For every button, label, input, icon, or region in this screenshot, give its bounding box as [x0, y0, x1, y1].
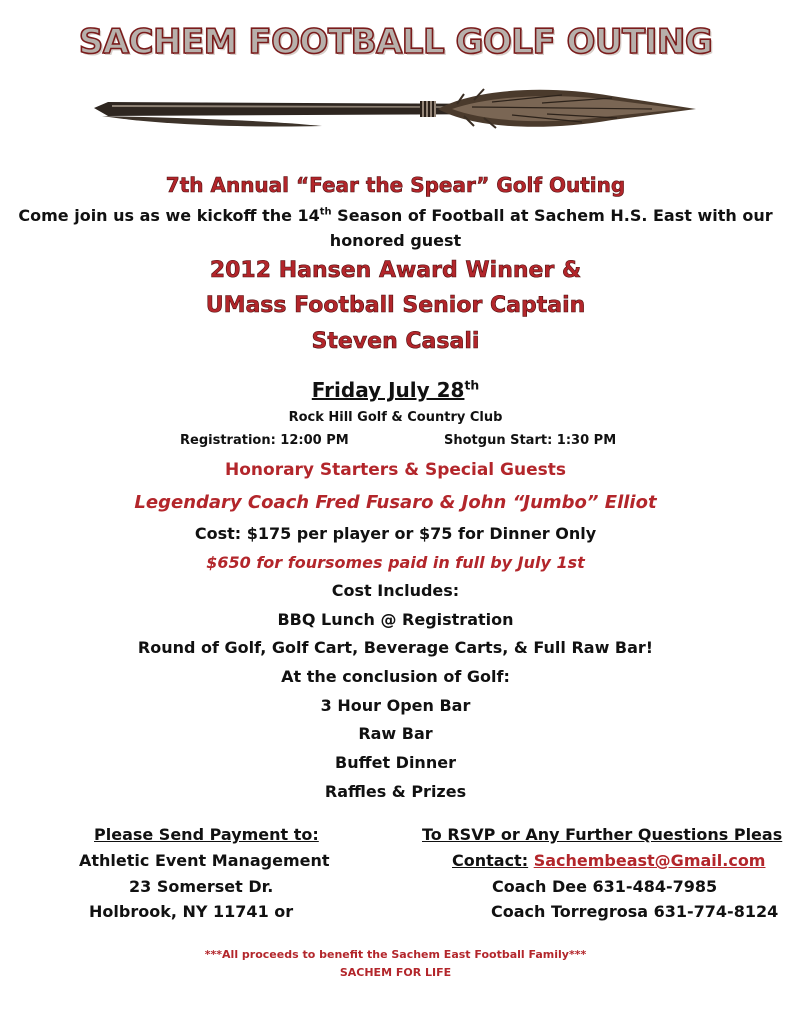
- include-item: Raffles & Prizes: [324, 782, 467, 801]
- intro-suffix: Season of Football at Sachem H.S. East with our: [331, 206, 773, 225]
- include-item: Raw Bar: [358, 724, 433, 743]
- guest-name: Steven Casali: [311, 329, 480, 354]
- email-link[interactable]: Sachembeast@Gmail.com: [533, 851, 766, 870]
- foursome-price: $650 for foursomes paid in full by July 1st: [206, 553, 585, 572]
- guest-line-2: UMass Football Senior Captain: [205, 293, 586, 318]
- contact-label: Contact:: [452, 851, 529, 870]
- include-item: Buffet Dinner: [335, 753, 456, 772]
- payment-name: Athletic Event Management: [79, 851, 330, 870]
- include-item: Round of Golf, Golf Cart, Beverage Carts, & Full Raw Bar!: [137, 638, 654, 657]
- rsvp-contact: [452, 851, 765, 870]
- venue: Rock Hill Golf & Country Club: [288, 410, 503, 425]
- cost: Cost: $175 per player or $75 for Dinner Only: [194, 524, 597, 543]
- motto: SACHEM FOR LIFE: [339, 966, 452, 979]
- date-main: Friday July 28: [311, 378, 465, 402]
- shotgun-start: Shotgun Start: 1:30 PM: [444, 433, 617, 448]
- intro-line-2: honored guest: [329, 231, 462, 250]
- intro-prefix: Come join us as we kickoff the 14: [18, 206, 320, 225]
- guest-line-1: 2012 Hansen Award Winner &: [209, 258, 582, 283]
- proceeds-note: ***All proceeds to benefit the Sachem East Football Family***: [204, 948, 587, 961]
- intro-line-1: [0, 206, 791, 225]
- include-item: BBQ Lunch @ Registration: [277, 610, 514, 629]
- page-title: SACHEM FOOTBALL GOLF OUTING: [78, 22, 713, 62]
- spear-icon: [92, 80, 702, 135]
- coach-dee: Coach Dee 631-484-7985: [492, 877, 718, 896]
- honorary-names: Legendary Coach Fred Fusaro & John “Jumbo” Elliot: [134, 492, 657, 513]
- coach-torregrosa: Coach Torregrosa 631-774-8124: [491, 902, 779, 921]
- rsvp-heading: To RSVP or Any Further Questions Pleas: [422, 825, 783, 844]
- date-sup: th: [464, 377, 480, 393]
- annual-title: 7th Annual “Fear the Spear” Golf Outing: [165, 173, 626, 197]
- honorary-heading: Honorary Starters & Special Guests: [225, 460, 566, 480]
- payment-heading: Please Send Payment to:: [94, 825, 319, 844]
- registration-time: Registration: 12:00 PM: [180, 433, 349, 448]
- includes-heading: Cost Includes:: [331, 581, 460, 600]
- payment-city: Holbrook, NY 11741 or: [89, 902, 294, 921]
- include-item: 3 Hour Open Bar: [320, 696, 471, 715]
- include-item: At the conclusion of Golf:: [281, 667, 510, 686]
- intro-sup: th: [319, 206, 332, 218]
- payment-street: 23 Somerset Dr.: [129, 877, 274, 896]
- event-date: [0, 378, 791, 402]
